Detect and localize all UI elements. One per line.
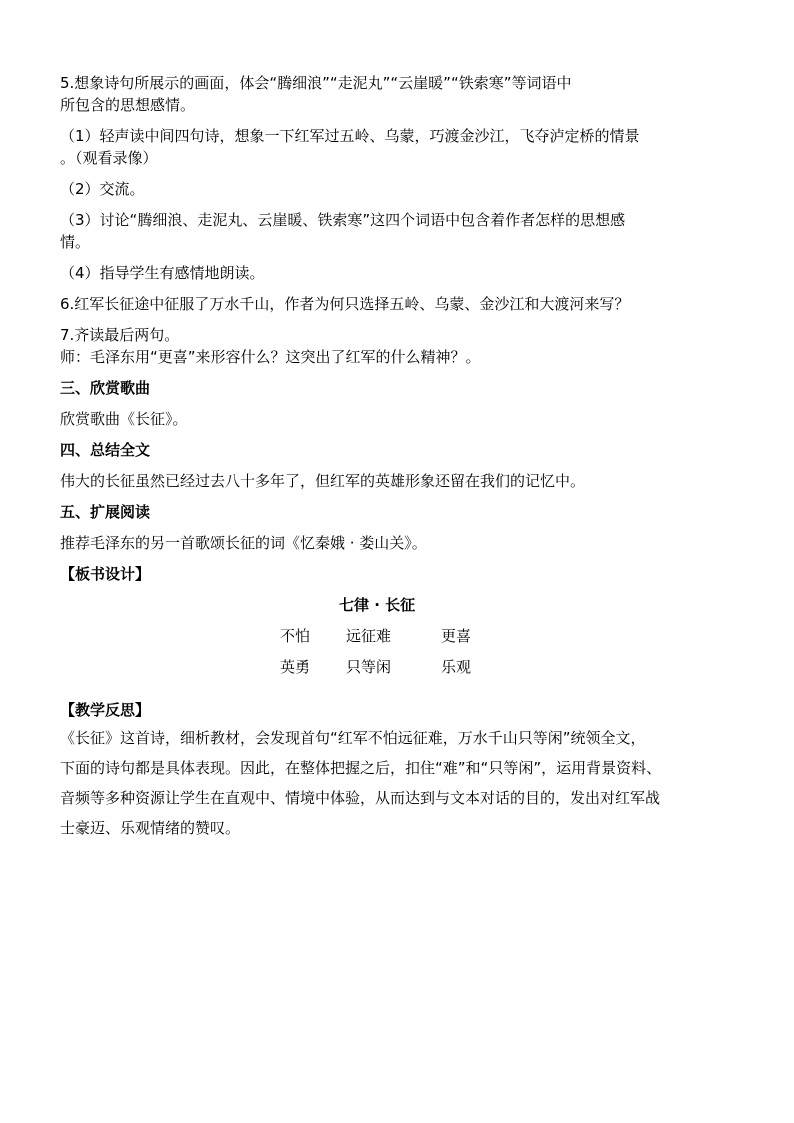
- teacher-question: 师：毛泽东用“更喜”来形容什么？这突出了红军的什么精神？。: [60, 348, 481, 366]
- step-5: [60, 72, 740, 116]
- section-3-heading: 三、欣赏歌曲: [60, 379, 151, 397]
- section-3-text: 欣赏歌曲《长征》。: [60, 410, 188, 428]
- substep-1-line-1: （1）轻声读中间四句诗，想象一下红军过五岭、乌蒙，巧渡金沙江，飞夺泸定桥的情景: [60, 127, 640, 145]
- step-6: [60, 293, 740, 315]
- board-cell: 远征难: [346, 627, 392, 645]
- step-5-line-2: 所包含的思想感情。: [60, 96, 196, 114]
- section-4-text: 伟大的长征虽然已经过去八十多年了，但红军的英雄形象还留在我们的记忆中。: [60, 472, 586, 490]
- reflection-body: [60, 723, 740, 843]
- board-cell: 更喜: [441, 627, 472, 645]
- reflection-line: 音频等多种资源让学生在直观中、情境中体验，从而达到与文本对话的目的，发出对红军战: [60, 789, 661, 807]
- reflection-line: 士豪迈、乐观情绪的赞叹。: [60, 819, 241, 837]
- board-design-heading: 【板书设计】: [60, 565, 151, 583]
- board-cell: 英勇: [280, 658, 311, 676]
- board-design: [60, 594, 740, 690]
- board-cell: 不怕: [280, 627, 311, 645]
- substep-4-line: （4）指导学生有感情地朗读。: [60, 264, 265, 282]
- substep-2-line: （2）交流。: [60, 180, 145, 198]
- section-5-heading: 五、扩展阅读: [60, 503, 151, 521]
- step-6-line: 6.红军长征途中征服了万水千山，作者为何只选择五岭、乌蒙、金沙江和大渡河来写？: [60, 295, 630, 313]
- board-title: 七律 · 长征: [339, 596, 416, 614]
- reflection-line: 下面的诗句都是具体表现。因此，在整体把握之后，扣住“难”和“只等闲”，运用背景资料、: [60, 759, 662, 777]
- reflection-heading: 【教学反思】: [60, 701, 151, 719]
- board-cell: 乐观: [441, 658, 472, 676]
- step-7: [60, 324, 740, 368]
- step-5-line-1: 5.想象诗句所展示的画面，体会“腾细浪”“走泥丸”“云崖暖”“铁索寒”等词语中: [60, 74, 572, 92]
- substep-3-line-1: （3）讨论“腾细浪、走泥丸、云崖暖、铁索寒”这四个词语中包含着作者怎样的思想感: [60, 211, 626, 229]
- step-7-line-1: 7.齐读最后两句。: [60, 326, 180, 344]
- section-5-body: [60, 532, 740, 554]
- substep-4: [60, 262, 740, 284]
- section-4-body: [60, 470, 740, 492]
- reflection-line: 《长征》这首诗，细析教材，会发现首句“红军不怕远征难，万水千山只等闲”统领全文，: [60, 729, 646, 747]
- section-5-text: 推荐毛泽东的另一首歌颂长征的词《忆秦娥 · 娄山关》。: [60, 534, 427, 552]
- substep-2: [60, 178, 740, 200]
- substep-3: [60, 209, 740, 253]
- substep-1: [60, 125, 740, 169]
- substep-1-line-2: 。（观看录像）: [60, 149, 158, 167]
- board-cell: 只等闲: [346, 658, 392, 676]
- section-4-heading: 四、总结全文: [60, 441, 151, 459]
- document-page: [60, 72, 740, 843]
- substep-3-line-2: 情。: [60, 233, 91, 251]
- section-3-body: [60, 408, 740, 430]
